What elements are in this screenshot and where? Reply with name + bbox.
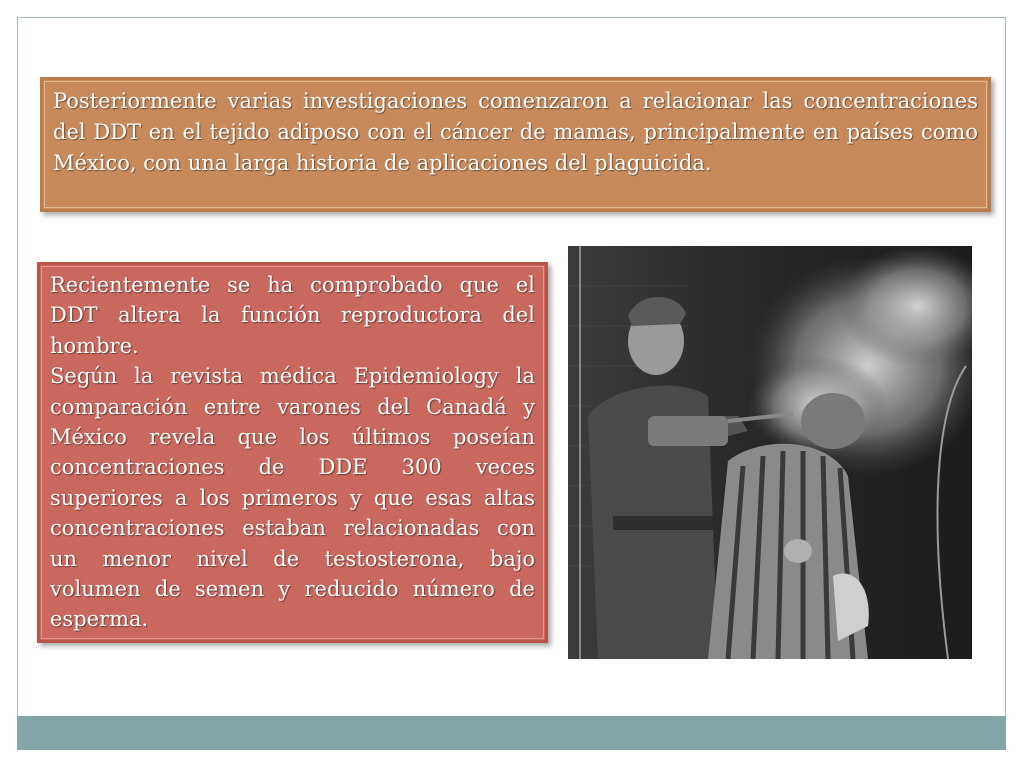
historical-photo — [568, 246, 972, 659]
left-text-box — [37, 262, 548, 643]
top-paragraph: Posteriormente varias investigaciones comenzaron a relacionar las concentraciones del DDT en el tejido adiposo con el cáncer de mamas, principalmente en países como México, con una larga historia de aplicaciones del plaguicida. — [53, 89, 978, 175]
photo-illustration — [568, 246, 972, 659]
left-paragraph-1: Recientemente se ha comprobado que el DDT altera la función reproductora del hombre. — [50, 273, 535, 358]
top-text-box — [40, 77, 991, 212]
footer-bar — [17, 716, 1006, 750]
left-paragraph-2: Según la revista médica Epidemiology la comparación entre varones del Canadá y México revela que los últimos poseían concentraciones de DDE 300 veces superiores a los primeros y que esas altas concentraciones estaban relacionadas con un menor nivel de testosterona, bajo volumen de semen y reducido número de esperma. — [50, 364, 535, 632]
